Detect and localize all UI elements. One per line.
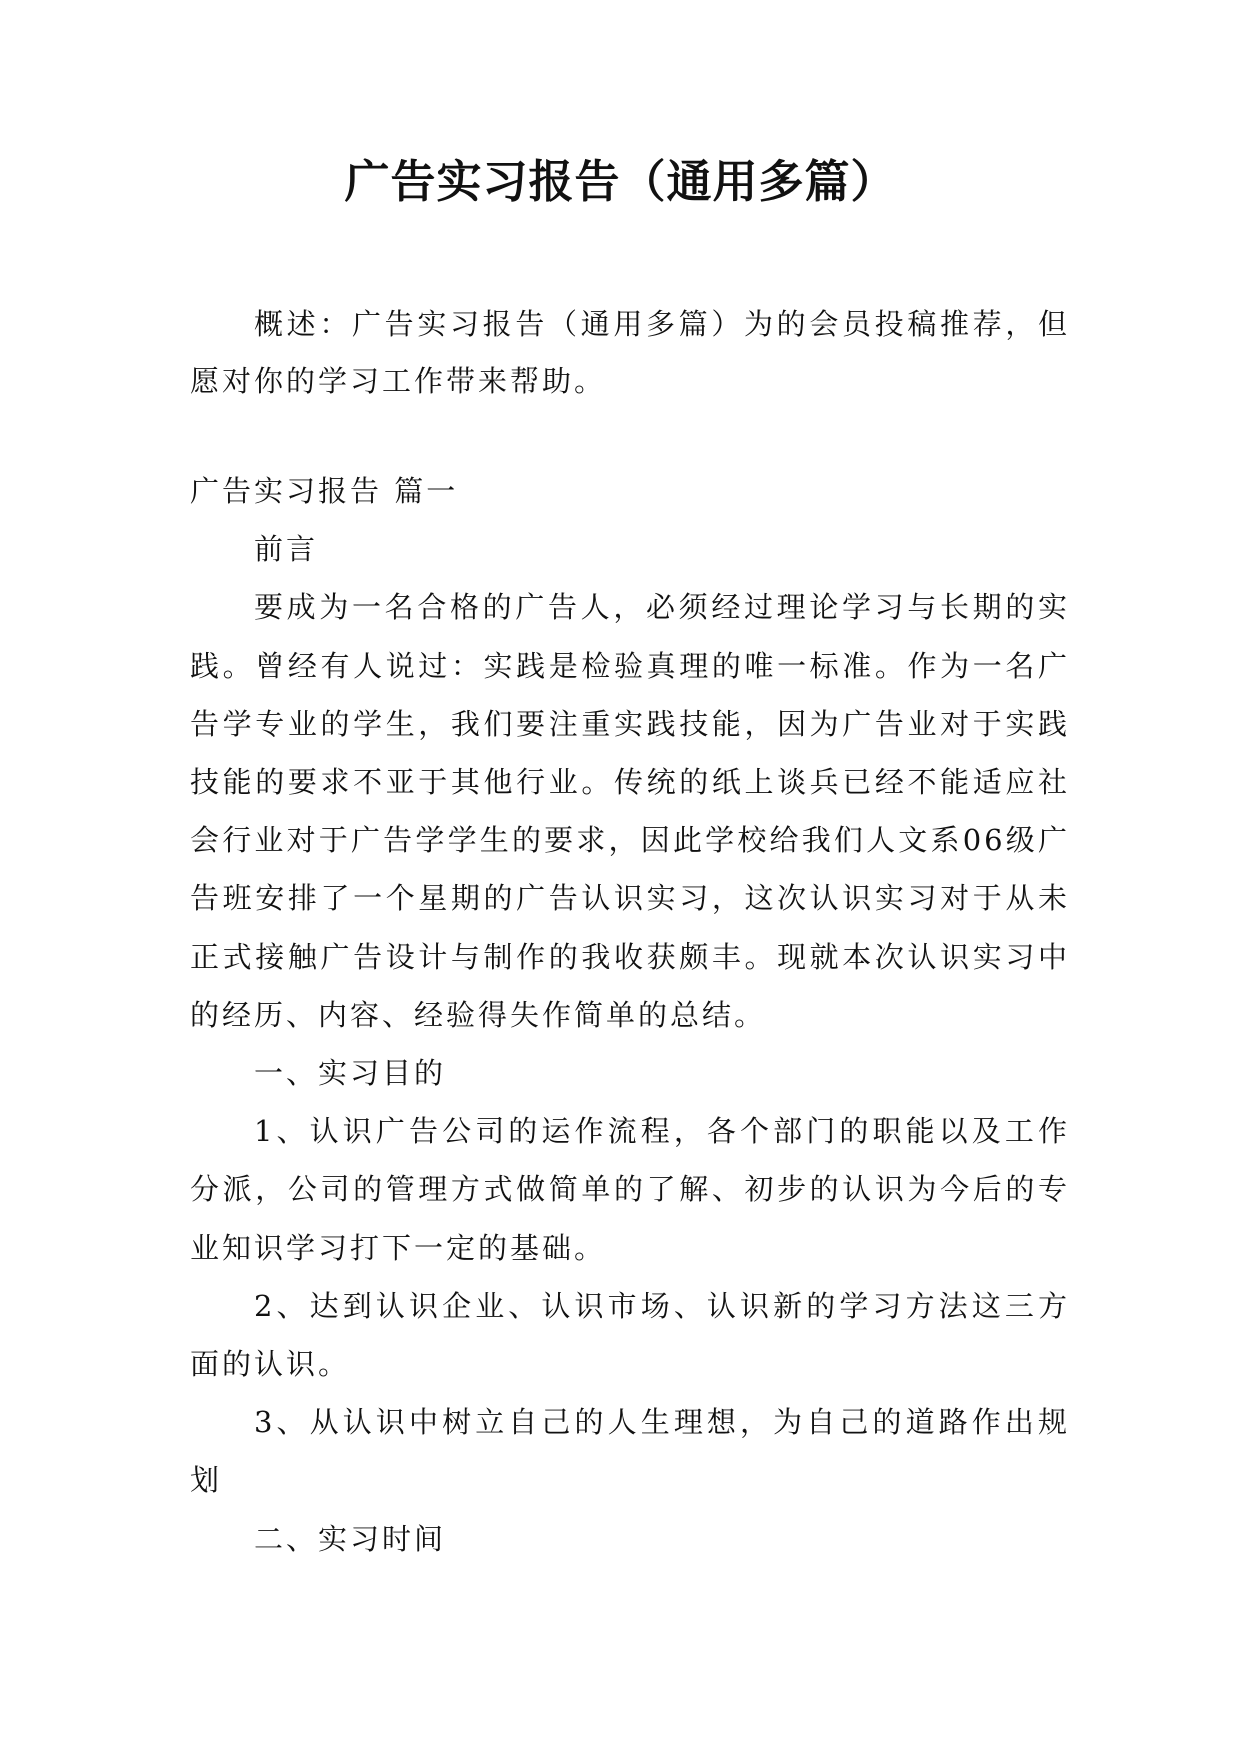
purpose-item-1: 1、认识广告公司的运作流程，各个部门的职能以及工作分派，公司的管理方式做简单的了解、初步的认识为今后的专业知识学习打下一定的基础。 (190, 1114, 1070, 1265)
section-heading: 广告实习报告 篇一 (190, 474, 459, 508)
preface-paragraph: 要成为一名合格的广告人，必须经过理论学习与长期的实践。曾经有人说过：实践是检验真理的唯一标准。作为一名广告学专业的学生，我们要注重实践技能，因为广告业对于实践技能的要求不亚于其他行业。传统的纸上谈兵已经不能适应社会行业对于广告学学生的要求，因此学校给我们人文系06级广告班安排了一个星期的广告认识实习，这次认识实习对于从未正式接触广告设计与制作的我收获颇丰。现就本次认识实习中的经历、内容、经验得失作简单的总结。 (190, 590, 1070, 1032)
purpose-item-3: 3、从认识中树立自己的人生理想，为自己的道路作出规划 (190, 1405, 1070, 1498)
document-title: 广告实习报告（通用多篇） (344, 155, 897, 208)
document-body (190, 462, 1070, 1568)
summary-paragraph: 概述：广告实习报告（通用多篇）为的会员投稿推荐，但愿对你的学习工作带来帮助。 (190, 307, 1070, 398)
time-heading: 二、实习时间 (254, 1521, 447, 1556)
summary-block (190, 296, 1070, 410)
preface-heading: 前言 (254, 532, 319, 567)
purpose-item-2: 2、达到认识企业、认识市场、认识新的学习方法这三方面的认识。 (190, 1288, 1070, 1382)
purpose-heading: 一、实习目的 (254, 1056, 447, 1091)
